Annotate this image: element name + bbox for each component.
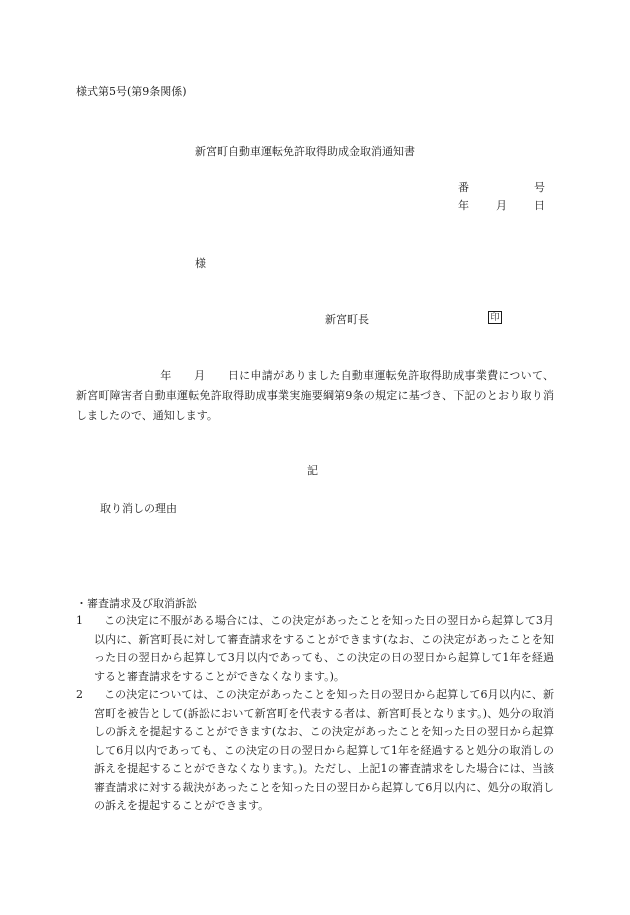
- form-label: 様式第5号(第9条関係): [76, 85, 187, 98]
- list-item: [76, 686, 554, 816]
- appeal-notice-heading: ・審査請求及び取消訴訟: [76, 597, 197, 610]
- list-item-number: 1: [76, 614, 83, 627]
- date-year: 年: [458, 199, 469, 212]
- reference-go: 号: [534, 181, 545, 194]
- date-day: 日: [534, 199, 545, 212]
- issue-date: [458, 200, 545, 211]
- reference-number: [458, 182, 545, 193]
- list-item-text-body: この決定に不服がある場合には、この決定があったことを知った日の翌日から起算して3月以内に、新宮町長に対して審査請求をすることができます(なお、この決定があったことを知った日の翌日から起算して3月以内であっても、この決定の日の翌日から起算して1年を経過すると審査請求をすることができなくなります。)。: [94, 614, 554, 683]
- list-item-number: 2: [76, 688, 83, 701]
- seal-icon: 印: [488, 311, 502, 324]
- list-item-text: [94, 686, 554, 816]
- date-month: 月: [496, 199, 507, 212]
- ki-heading: 記: [307, 464, 318, 477]
- reason-label: 取り消しの理由: [100, 502, 177, 515]
- list-item: [76, 612, 554, 686]
- list-item-text: [94, 612, 554, 686]
- issuer-name: 新宮町長: [325, 313, 369, 326]
- notification-body: [76, 366, 554, 426]
- appeal-notice-list: [76, 612, 554, 816]
- notification-body-text: 年 月 日に申請がありました自動車運転免許取得助成事業費について、新宮町障害者自動車運転免許取得助成事業実施要綱第9条の規定に基づき、下記のとおり取り消しましたので、通知します。: [76, 369, 554, 422]
- document-title: 新宮町自動車運転免許取得助成金取消通知書: [195, 145, 415, 158]
- recipient-suffix: 様: [195, 257, 206, 270]
- list-item-text-body: この決定については、この決定があったことを知った日の翌日から起算して6月以内に、新宮町を被告として(訴訟において新宮町を代表する者は、新宮町長となります。)、処分の取消しの訴えを提起することができます(なお、この決定があったことを知った日の翌日から起算して6月以内であっても、この決定の日の翌日から起算して1年を経過すると処分の取消しの訴えを提起することができなくなります。)。ただし、上記1の審査請求をした場合には、当該審査請求に対する裁決があったことを知った日の翌日から起算して6月以内に、処分の取消しの訴えを提起することができます。: [94, 688, 554, 812]
- reference-ban: 番: [458, 181, 469, 194]
